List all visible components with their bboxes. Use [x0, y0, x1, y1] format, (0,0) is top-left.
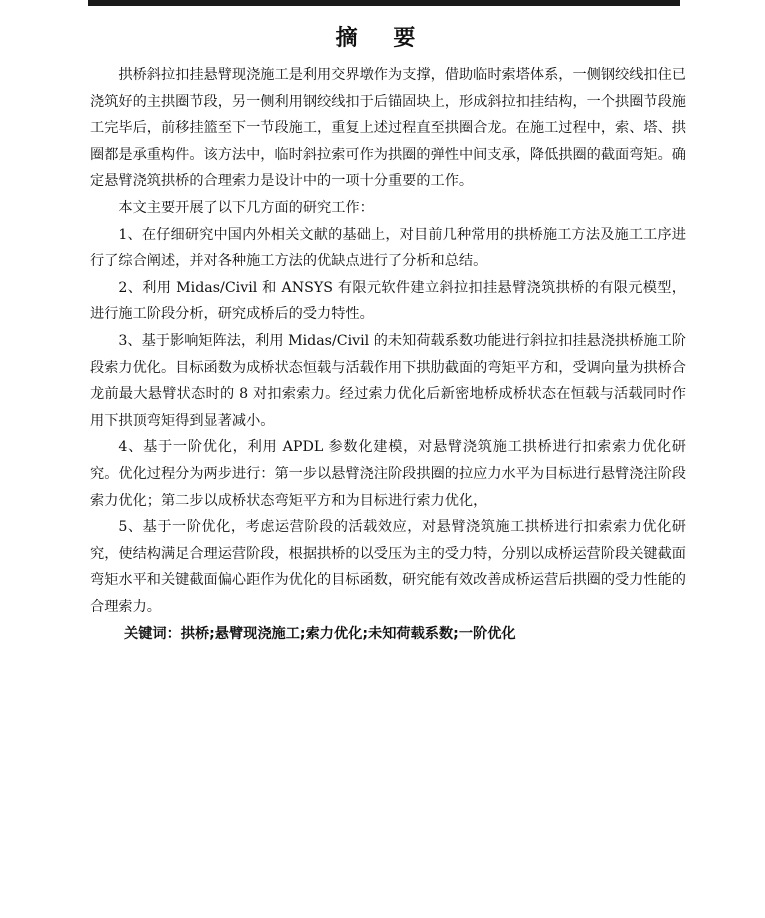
- page-title: 摘 要: [335, 26, 430, 51]
- abstract-paragraph-intro: 拱桥斜拉扣挂悬臂现浇施工是利用交界墩作为支撑，借助临时索塔体系，一侧钢绞线扣住已浇筑好的主拱圈节段，另一侧利用钢绞线扣于后锚固块上，形成斜拉扣挂结构，一个拱圈节段施工完毕后，前移挂篮至下一节段施工，重复上述过程直至拱圈合龙。在施工过程中，索、塔、拱圈都是承重构件。该方法中，临时斜拉索可作为拱圈的弹性中间支承，降低拱圈的截面弯矩。确定悬臂浇筑拱桥的合理索力是设计中的一项十分重要的工作。: [90, 67, 686, 190]
- abstract-item-2: 2、利用 Midas/Civil 和 ANSYS 有限元软件建立斜拉扣挂悬臂浇筑拱桥的有限元模型，进行施工阶段分析，研究成桥后的受力特性。: [90, 279, 686, 323]
- abstract-body: [90, 62, 686, 648]
- keywords-line: 关键词：拱桥;悬臂现浇施工;索力优化;未知荷载系数;一阶优化: [124, 626, 516, 643]
- abstract-item-3: 3、基于影响矩阵法，利用 Midas/Civil 的未知荷载系数功能进行斜拉扣挂悬浇拱桥施工阶段索力优化。目标函数为成桥状态恒载与活载作用下拱肋截面的弯矩平方和，受调向量为拱桥合龙前最大悬臂状态时的 8 对扣索索力。经过索力优化后新密地桥成桥状态在恒载与活载同时作用下拱顶弯矩得到显著减小。: [90, 332, 686, 429]
- abstract-item-1: 1、在仔细研究中国内外相关文献的基础上，对目前几种常用的拱桥施工方法及施工工序进行了综合阐述，并对各种施工方法的优缺点进行了分析和总结。: [90, 226, 686, 270]
- abstract-paragraph-overview: 本文主要开展了以下几方面的研究工作：: [118, 199, 374, 216]
- page-top-rule: [88, 0, 680, 6]
- abstract-item-5: 5、基于一阶优化，考虑运营阶段的活载效应，对悬臂浇筑施工拱桥进行扣索索力优化研究，使结构满足合理运营阶段，根据拱桥的以受压为主的受力特，分别以成桥运营阶段关键截面弯矩水平和关键截面偏心距作为优化的目标函数，研究能有效改善成桥运营后拱圈的受力性能的合理索力。: [90, 519, 686, 615]
- abstract-item-4: 4、基于一阶优化，利用 APDL 参数化建模，对悬臂浇筑施工拱桥进行扣索索力优化研究。优化过程分为两步进行：第一步以悬臂浇注阶段拱圈的拉应力水平为目标进行悬臂浇注阶段索力优化；第二步以成桥状态弯矩平方和为目标进行索力优化，: [90, 439, 686, 509]
